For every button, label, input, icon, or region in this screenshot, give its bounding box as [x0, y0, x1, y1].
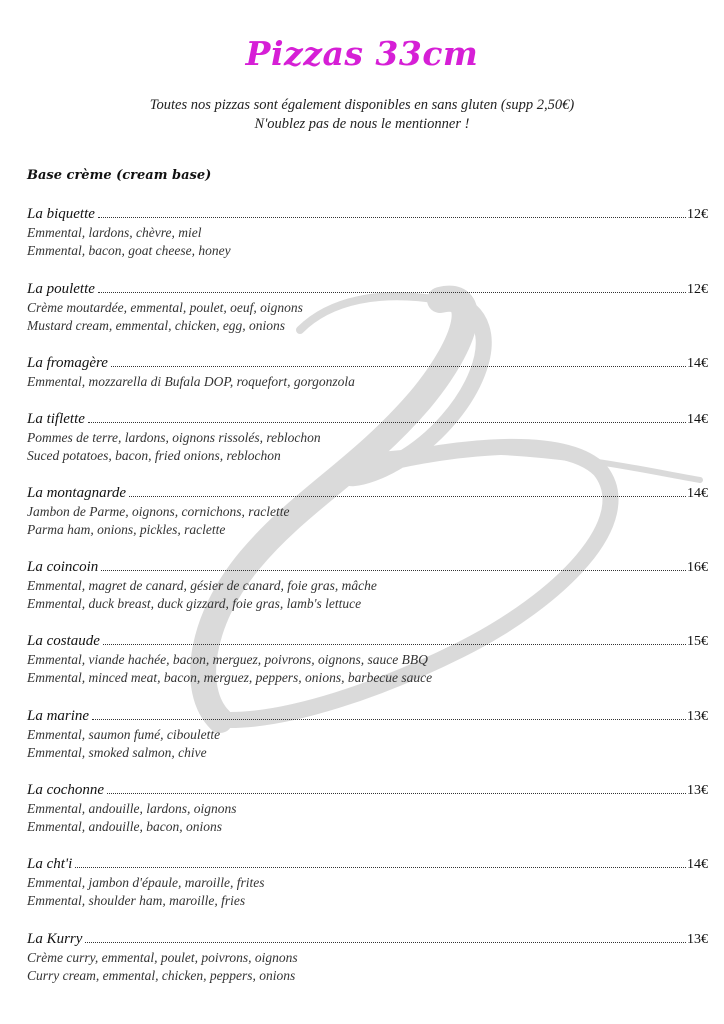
item-desc-en: Emmental, duck breast, duck gizzard, foie gras, lamb's lettuce: [27, 595, 362, 611]
item-desc-en: Emmental, smoked salmon, chive: [27, 744, 207, 760]
item-desc-en: Emmental, minced meat, bacon, merguez, peppers, onions, barbecue sauce: [27, 669, 433, 685]
menu-item: [27, 559, 708, 612]
item-desc-fr: Emmental, andouille, lardons, oignons: [27, 801, 237, 816]
item-price: 14€: [687, 412, 708, 427]
item-price: 14€: [687, 356, 708, 371]
item-price: 14€: [687, 486, 708, 501]
menu-item: [27, 411, 708, 464]
item-desc-fr: Emmental, viande hachée, bacon, merguez, poivrons, oignons, sauce BBQ: [27, 652, 428, 667]
menu-item: [27, 856, 708, 909]
item-name: La marine: [27, 708, 90, 724]
menu-item: [27, 355, 708, 391]
item-name: La tiflette: [27, 411, 85, 427]
item-name: La fromagère: [27, 355, 108, 371]
item-name: La costaude: [27, 633, 100, 649]
menu-item: [27, 485, 708, 538]
item-desc-en: Parma ham, onions, pickles, raclette: [27, 521, 226, 537]
item-desc-fr: Emmental, saumon fumé, ciboulette: [27, 727, 221, 742]
dot-leader: [92, 719, 686, 720]
item-desc-fr: Emmental, lardons, chèvre, miel: [27, 225, 202, 240]
dot-leader: [103, 644, 686, 645]
item-desc-fr: Emmental, magret de canard, gésier de canard, foie gras, mâche: [27, 578, 377, 593]
item-desc-en: Curry cream, emmental, chicken, peppers, onions: [27, 967, 296, 983]
item-desc-fr: Pommes de terre, lardons, oignons rissolés, reblochon: [27, 430, 321, 445]
item-price: 13€: [687, 932, 708, 947]
item-price: 14€: [687, 857, 708, 872]
item-desc-fr: Emmental, mozzarella di Bufala DOP, roquefort, gorgonzola: [27, 374, 355, 389]
item-price: 13€: [687, 783, 708, 798]
item-price: 16€: [687, 560, 708, 575]
item-price: 15€: [687, 634, 708, 649]
item-desc-en: Emmental, shoulder ham, maroille, fries: [27, 892, 246, 908]
gluten-free-note: [0, 96, 724, 134]
menu-item: [27, 281, 708, 334]
dot-leader: [129, 496, 686, 497]
item-name: La montagnarde: [27, 485, 127, 501]
item-name: La coincoin: [27, 559, 99, 575]
item-name: La cht'i: [27, 856, 73, 872]
dot-leader: [85, 942, 686, 943]
item-desc-en: Suced potatoes, bacon, fried onions, reblochon: [27, 447, 281, 463]
dot-leader: [75, 867, 686, 868]
dot-leader: [98, 292, 686, 293]
dot-leader: [111, 366, 686, 367]
item-desc-en: Emmental, bacon, goat cheese, honey: [27, 242, 231, 258]
dot-leader: [88, 422, 686, 423]
item-desc-fr: Jambon de Parme, oignons, cornichons, raclette: [27, 504, 290, 519]
item-name: La cochonne: [27, 782, 105, 798]
item-desc-fr: Crème curry, emmental, poulet, poivrons, oignons: [27, 950, 298, 965]
menu-item: [27, 633, 708, 686]
note-line-2: N'oublez pas de nous le mentionner !: [254, 116, 470, 132]
item-price: 13€: [687, 709, 708, 724]
item-desc-fr: Crème moutardée, emmental, poulet, oeuf, oignons: [27, 300, 303, 315]
note-line-1: Toutes nos pizzas sont également disponibles en sans gluten (supp 2,50€): [149, 97, 575, 113]
item-desc-en: Mustard cream, emmental, chicken, egg, onions: [27, 317, 286, 333]
dot-leader: [101, 570, 686, 571]
item-name: La poulette: [27, 281, 95, 297]
item-desc-en: Emmental, andouille, bacon, onions: [27, 818, 222, 834]
item-price: 12€: [687, 207, 708, 222]
dot-leader: [107, 793, 686, 794]
menu-item: [27, 206, 708, 259]
section-title: Base crème (cream base): [27, 168, 212, 183]
page-title: Pizzas 33cm: [245, 34, 479, 73]
menu-item: [27, 782, 708, 835]
item-price: 12€: [687, 282, 708, 297]
menu-item: [27, 708, 708, 761]
item-name: La Kurry: [27, 931, 83, 947]
item-desc-fr: Emmental, jambon d'épaule, maroille, frites: [27, 875, 265, 890]
dot-leader: [98, 217, 686, 218]
menu-item: [27, 931, 708, 984]
item-name: La biquette: [27, 206, 95, 222]
